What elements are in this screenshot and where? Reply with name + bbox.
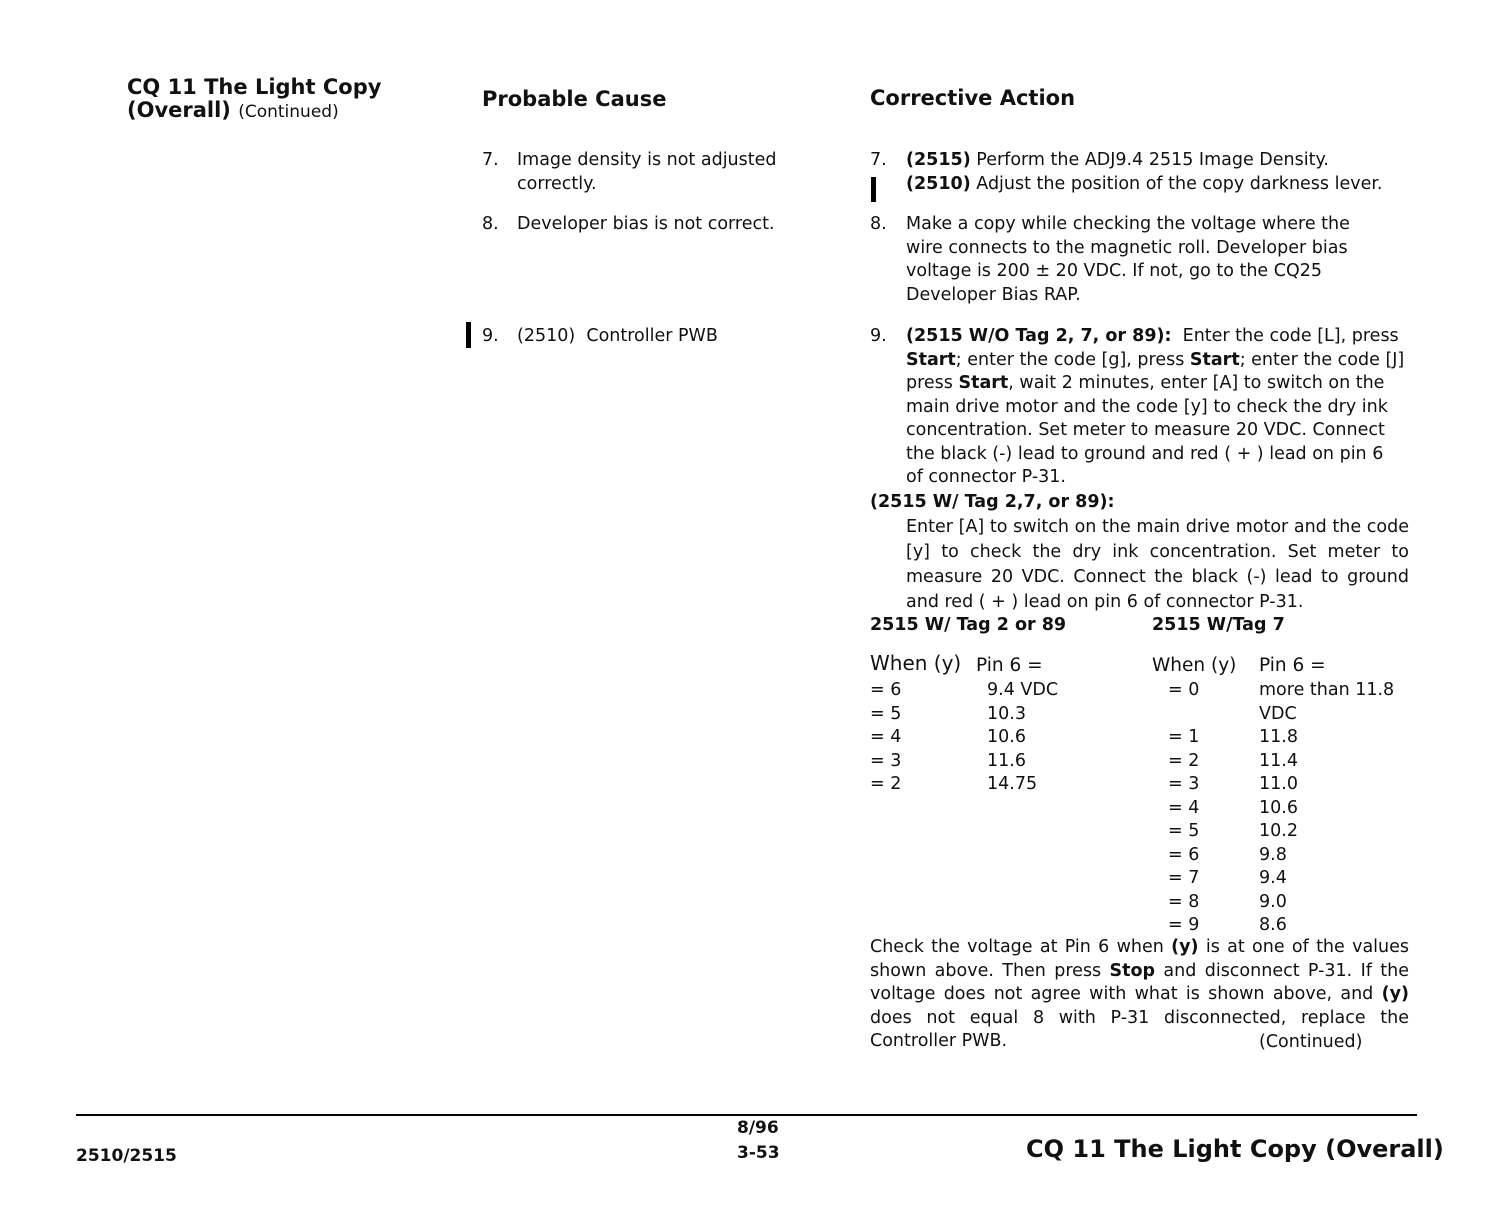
table2-col-when: When (y) [1152, 655, 1237, 676]
cause-text: Developer bias is not correct. [517, 214, 775, 234]
cause-text: Image density is not adjusted [517, 150, 777, 170]
action-text: voltage is 200 ± 20 VDC. If not, go to the CQ25 [906, 261, 1323, 281]
cause-number: 9. [482, 326, 499, 346]
change-bar [466, 322, 471, 348]
continued-label: (Continued) [1259, 1032, 1363, 1052]
cause-tag: (2510) [517, 326, 576, 346]
check-y: (y) [1171, 937, 1199, 957]
footer-model: 2510/2515 [76, 1146, 177, 1166]
table-cell-voltage: 11.6 [987, 750, 1026, 771]
table-cell-voltage: 9.0 [1259, 891, 1287, 912]
footer-title: CQ 11 The Light Copy (Overall) [1026, 1135, 1444, 1163]
table-cell-voltage: 9.4 [1259, 868, 1287, 888]
table-cell-voltage: VDC [1259, 703, 1297, 724]
action-text: Perform the ADJ9.4 2515 Image Density. [976, 150, 1329, 170]
table1-col-pin: Pin 6 = [976, 655, 1043, 676]
table-cell-y: = 6 [870, 680, 902, 700]
table-cell-y: = 3 [870, 750, 902, 771]
table-cell-y: = 4 [870, 727, 902, 747]
start-key-label: Start [1189, 349, 1240, 370]
action-text: Make a copy while checking the voltage where the [906, 214, 1350, 234]
action-text: , wait 2 minutes, enter [A] to switch on the [1008, 373, 1385, 393]
action-model-tag: (2515) [906, 150, 971, 170]
corrective-action-heading: Corrective Action [870, 86, 1076, 110]
table1-heading: 2515 W/ Tag 2 or 89 [870, 615, 1067, 635]
tag-procedure [870, 491, 1410, 615]
action-text: press [906, 373, 959, 393]
table-cell-voltage: 10.3 [987, 703, 1026, 724]
footer-page: 3-53 [737, 1143, 780, 1163]
table-cell-voltage: 9.4 VDC [987, 680, 1059, 700]
cause-8 [482, 213, 842, 237]
section-title [127, 76, 381, 124]
section-title-suffix: (Continued) [238, 102, 339, 122]
table-cell-voltage: 9.8 [1259, 844, 1287, 865]
action-text: Enter the code [L], press [1182, 326, 1399, 346]
table-cell-voltage: 10.6 [987, 727, 1026, 747]
probable-cause-heading: Probable Cause [482, 87, 667, 111]
table-cell-y: = 5 [870, 703, 902, 724]
action-text: main drive motor and the code [y] to check the dry ink [906, 396, 1388, 417]
footer-rule [76, 1114, 1417, 1116]
table-cell-voltage: 14.75 [987, 774, 1038, 794]
start-key-label: Start [906, 349, 956, 370]
action-model-tag: (2510) [906, 173, 971, 194]
start-key-label: Start [958, 373, 1009, 393]
action-9 [870, 325, 1410, 490]
action-text: concentration. Set meter to measure 20 VDC. Connect [906, 420, 1385, 440]
table-cell-y [1168, 703, 1199, 727]
stop-key-label: Stop [1109, 960, 1156, 981]
check-text: is at one of the values shown above. Then press [870, 937, 1410, 981]
action-text: wire connects to the magnetic roll. Developer bias [906, 237, 1348, 258]
cause-7 [482, 149, 842, 196]
action-text: Developer Bias RAP. [906, 284, 1081, 305]
table-cell-y: = 2 [870, 774, 902, 794]
action-number: 7. [870, 150, 887, 170]
cause-text: Controller PWB [586, 326, 718, 346]
table2-y-values [1168, 679, 1199, 938]
table1-pin-values [987, 679, 1058, 797]
table-cell-y: = 3 [1168, 774, 1200, 794]
action-8 [870, 213, 1410, 307]
tag-heading: (2515 W/ Tag 2,7, or 89): [870, 492, 1115, 512]
table2-col-pin: Pin 6 = [1259, 655, 1326, 676]
table-cell-voltage: 11.0 [1259, 774, 1298, 794]
action-7 [870, 149, 1410, 196]
table1-y-values [870, 679, 901, 797]
action-text: Adjust the position of the copy darkness lever. [976, 173, 1383, 194]
cause-number: 7. [482, 150, 499, 170]
action-text: ; enter the code [J] [1239, 349, 1405, 370]
section-title-line1: CQ 11 The Light Copy [127, 75, 382, 99]
tag-body: Enter [A] to switch on the main drive motor and the code [y] to check the dry ink concentration. Set meter to measure 20 VDC. Connect the black (-) lead to ground and red ( + ) lead on pin 6 of connector P-31. [906, 516, 1409, 612]
action-number: 9. [870, 326, 887, 346]
table-cell-voltage: 10.2 [1259, 821, 1298, 841]
table-cell-voltage: 11.4 [1259, 750, 1298, 771]
footer-date: 8/96 [737, 1118, 779, 1138]
table-cell-y: = 4 [1168, 797, 1200, 818]
check-text: and disconnect P-31. If the voltage does not agree with what is shown above, and [870, 960, 1409, 1004]
action-model-tag: (2515 W/O Tag 2, 7, or 89): [906, 326, 1172, 346]
cause-text: correctly. [517, 173, 597, 194]
table-cell-y: = 5 [1168, 821, 1200, 841]
check-text: Check the voltage at Pin 6 when [870, 937, 1172, 957]
table2-pin-values [1259, 679, 1394, 938]
table-cell-voltage: 10.6 [1259, 797, 1298, 818]
table-cell-y: = 1 [1168, 727, 1200, 747]
action-text: the black (-) lead to ground and red ( + ) lead on pin 6 [906, 443, 1384, 464]
table-cell-y: = 6 [1168, 844, 1200, 865]
table1-col-when: When (y) [870, 651, 962, 675]
table-cell-voltage: more than 11.8 [1259, 680, 1395, 700]
action-number: 8. [870, 214, 887, 234]
cause-9 [482, 325, 842, 349]
change-bar [871, 177, 876, 202]
table-cell-y: = 9 [1168, 915, 1200, 935]
section-title-line2: (Overall) [127, 98, 231, 122]
table-cell-y: = 8 [1168, 891, 1200, 912]
table-cell-voltage: 11.8 [1259, 727, 1298, 747]
table-cell-y: = 0 [1168, 680, 1200, 700]
cause-number: 8. [482, 214, 499, 234]
table-cell-y: = 2 [1168, 750, 1200, 771]
table-cell-y: = 7 [1168, 868, 1200, 888]
table-cell-voltage: 8.6 [1259, 915, 1287, 935]
check-y: (y) [1381, 984, 1409, 1004]
action-text: ; enter the code [g], press [955, 349, 1190, 370]
action-text: of connector P-31. [906, 467, 1066, 487]
check-text: does not equal 8 with P-31 disconnected, replace the Controller PWB. [870, 1007, 1409, 1051]
table2-heading: 2515 W/Tag 7 [1152, 615, 1285, 635]
